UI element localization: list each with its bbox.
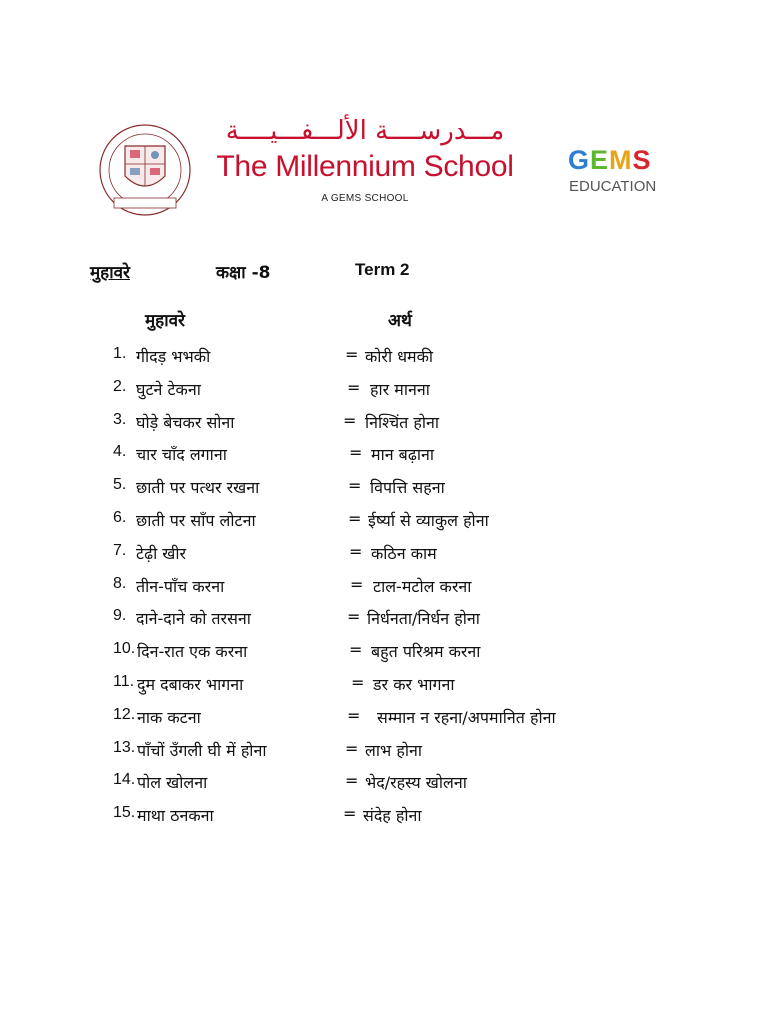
meaning-text: भेद/रहस्य खोलना	[365, 773, 467, 793]
column-header-idiom: मुहावरे	[145, 311, 186, 331]
meaning-text: हार मानना	[370, 379, 430, 399]
meaning-text: विपत्ति सहना	[370, 478, 445, 498]
idiom-text: घोड़े बेचकर सोना	[136, 412, 235, 432]
meaning-text: कोरी धमकी	[365, 347, 434, 366]
meaning-text: डर कर भागना	[373, 675, 455, 694]
item-number: 7.	[113, 541, 127, 559]
idiom-text: छाती पर पत्थर रखना	[136, 478, 260, 498]
idiom-row	[0, 509, 768, 541]
equals-sign: =	[350, 574, 364, 594]
meaning-text: निर्धनता/निर्धन होना	[367, 609, 480, 629]
idiom-text: पाँचों उँगली घी में होना	[137, 740, 267, 760]
meaning-text: मान बढ़ाना	[371, 445, 434, 465]
item-number: 10.	[113, 640, 136, 658]
idiom-text: नाक कटना	[137, 707, 201, 727]
idiom-text: दुम दबाकर भागना	[137, 675, 244, 694]
item-number: 14.	[113, 771, 136, 789]
equals-sign: =	[347, 607, 361, 627]
equals-sign: =	[345, 738, 359, 758]
idiom-text: घुटने टेकना	[136, 379, 201, 399]
meaning-text: संदेह होना	[363, 806, 422, 826]
equals-sign: =	[349, 640, 363, 660]
idiom-row	[0, 411, 768, 443]
meaning-text: बहुत परिश्रम करना	[371, 642, 481, 662]
school-subtitle: A GEMS SCHOOL	[321, 193, 409, 204]
meaning-text: सम्मान न रहना/अपमानित होना	[377, 707, 556, 727]
school-header	[0, 0, 768, 230]
idiom-row	[0, 804, 768, 836]
equals-sign: =	[343, 410, 357, 430]
idiom-row	[0, 607, 768, 639]
idiom-row	[0, 706, 768, 738]
item-number: 6.	[113, 509, 127, 526]
idiom-row	[0, 542, 768, 574]
meaning-text: निश्चिंत होना	[365, 412, 439, 432]
item-number: 12.	[113, 705, 136, 723]
equals-sign: =	[349, 541, 363, 561]
item-number: 2.	[113, 377, 127, 395]
idiom-text: पोल खोलना	[137, 773, 208, 793]
class-label: कक्षा -8	[216, 263, 271, 283]
equals-sign: =	[345, 345, 359, 364]
worksheet-title	[90, 260, 690, 290]
item-number: 9.	[113, 607, 127, 625]
idiom-text: टेढ़ी खीर	[136, 543, 187, 563]
meaning-text: कठिन काम	[371, 543, 437, 563]
idiom-row	[0, 575, 768, 607]
equals-sign: =	[348, 509, 362, 528]
idiom-row	[0, 771, 768, 803]
equals-sign: =	[345, 771, 359, 791]
school-name-arabic: مـــدرســــة الألـــفـــيــــة	[225, 116, 505, 146]
school-crest-logo	[92, 122, 198, 222]
idiom-row	[0, 476, 768, 508]
meaning-text: लाभ होना	[365, 740, 422, 760]
idiom-row	[0, 640, 768, 672]
idiom-text: माथा ठनकना	[137, 806, 214, 826]
topic-title: मुहावरे	[90, 263, 131, 283]
school-name: The Millennium School	[216, 150, 514, 183]
item-number: 3.	[113, 410, 127, 428]
item-number: 11.	[113, 673, 135, 690]
idiom-row	[0, 673, 768, 705]
idiom-row	[0, 739, 768, 771]
idiom-text: दिन-रात एक करना	[137, 642, 248, 662]
item-number: 13.	[113, 738, 136, 756]
item-number: 8.	[113, 574, 127, 592]
idiom-text: दाने-दाने को तरसना	[136, 609, 251, 629]
item-number: 4.	[113, 443, 127, 461]
term-label: Term 2	[355, 260, 410, 279]
idiom-row	[0, 378, 768, 410]
equals-sign: =	[351, 673, 365, 692]
gems-logo: GEMS	[568, 145, 652, 175]
column-header-meaning: अर्थ	[388, 311, 412, 331]
meaning-text: ईर्ष्या से व्याकुल होना	[368, 511, 489, 530]
equals-sign: =	[343, 804, 357, 824]
meaning-text: टाल-मटोल करना	[373, 576, 472, 596]
idiom-text: गीदड़ भभकी	[136, 347, 211, 366]
equals-sign: =	[349, 443, 363, 463]
idiom-text: छाती पर साँप लोटना	[136, 511, 256, 530]
item-number: 1.	[113, 345, 127, 362]
idiom-row	[0, 443, 768, 475]
idiom-text: तीन-पाँच करना	[136, 576, 225, 596]
item-number: 5.	[113, 476, 127, 494]
idiom-text: चार चाँद लगाना	[136, 445, 227, 465]
gems-education-label: EDUCATION	[569, 178, 657, 195]
item-number: 15.	[113, 804, 136, 822]
idiom-row	[0, 345, 768, 377]
equals-sign: =	[347, 705, 361, 725]
equals-sign: =	[348, 476, 362, 496]
equals-sign: =	[347, 377, 361, 397]
